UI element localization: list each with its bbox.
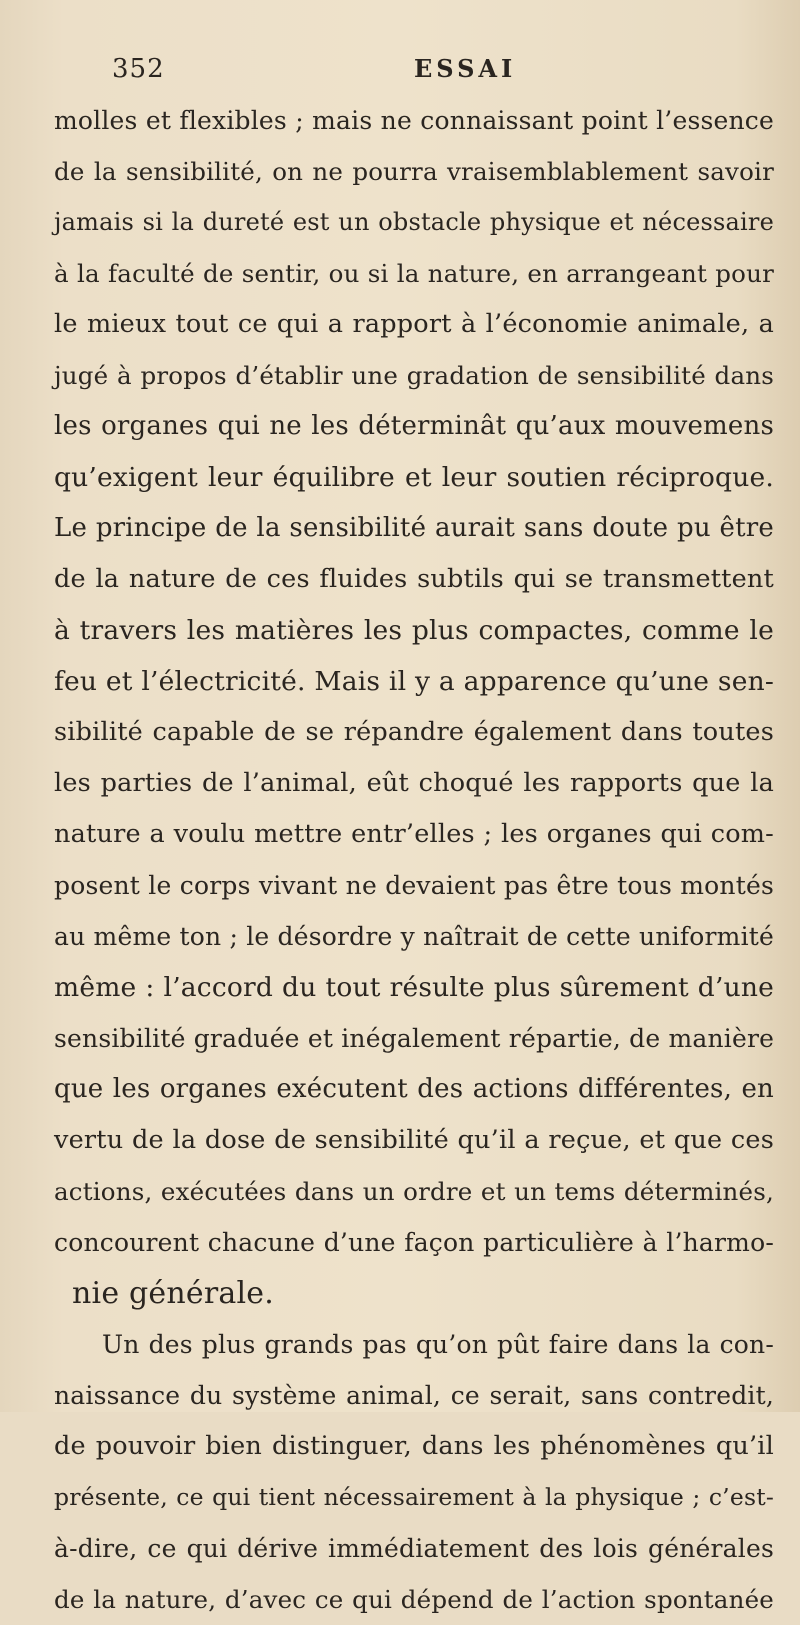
running-title: ESSAI <box>414 54 517 83</box>
text-line: molles et flexibles ; mais ne connaissant point l’essence <box>54 106 774 135</box>
text-line: que les organes exécutent des actions différentes, en <box>54 1074 774 1104</box>
text-line: les parties de l’animal, eût choqué les rapports que la <box>54 768 774 798</box>
text-line: Le principe de la sensibilité aurait sans doute pu être <box>54 513 774 543</box>
text-line: sensibilité graduée et inégalement répartie, de manière <box>54 1024 775 1053</box>
text-line-paragraph-start: Un des plus grands pas qu’on pût faire dans la con- <box>102 1330 774 1359</box>
text-line: à la faculté de sentir, ou si la nature, en arrangeant pour <box>54 259 774 288</box>
text-line: au même ton ; le désordre y naîtrait de cette uniformité <box>54 922 775 951</box>
text-line: naissance du système animal, ce serait, sans contredit, <box>54 1381 774 1410</box>
text-line: sibilité capable de se répandre également dans toutes <box>54 717 774 747</box>
text-line: de la nature, d’avec ce qui dépend de l’action spontanée <box>54 1585 774 1614</box>
text-line: posent le corps vivant ne devaient pas être tous montés <box>54 871 774 900</box>
text-line: à travers les matières les plus compactes, comme le <box>54 615 774 646</box>
text-line: vertu de la dose de sensibilité qu’il a reçue, et que ces <box>54 1125 774 1155</box>
text-line: actions, exécutées dans un ordre et un tems déterminés, <box>54 1177 774 1206</box>
page-number: 352 <box>112 54 165 84</box>
text-line: de la nature de ces fluides subtils qui se transmettent <box>54 564 774 594</box>
text-line: les organes qui ne les déterminât qu’aux mouvemens <box>54 411 774 441</box>
text-line: de la sensibilité, on ne pourra vraisemblablement savoir <box>54 157 774 186</box>
body-text <box>54 95 774 1625</box>
text-line-paragraph-end: nie générale. <box>72 1276 274 1311</box>
text-line: à-dire, ce qui dérive immédiatement des lois générales <box>54 1534 774 1563</box>
text-line: concourent chacune d’une façon particulière à l’harmo- <box>54 1228 774 1257</box>
page-header <box>112 54 712 94</box>
text-line: même : l’accord du tout résulte plus sûrement d’une <box>54 972 774 1003</box>
text-line: feu et l’électricité. Mais il y a apparence qu’une sen- <box>54 666 774 697</box>
text-line: jugé à propos d’établir une gradation de sensibilité dans <box>54 361 774 390</box>
text-line: de pouvoir bien distinguer, dans les phénomènes qu’il <box>54 1431 774 1461</box>
text-line: jamais si la dureté est un obstacle physique et nécessaire <box>54 208 774 236</box>
text-line: nature a voulu mettre entr’elles ; les organes qui com- <box>54 819 774 849</box>
text-line: présente, ce qui tient nécessairement à la physique ; c’est- <box>54 1483 774 1511</box>
text-line: le mieux tout ce qui a rapport à l’économie animale, a <box>54 309 774 339</box>
text-line: qu’exigent leur équilibre et leur soutien réciproque. <box>54 462 774 493</box>
